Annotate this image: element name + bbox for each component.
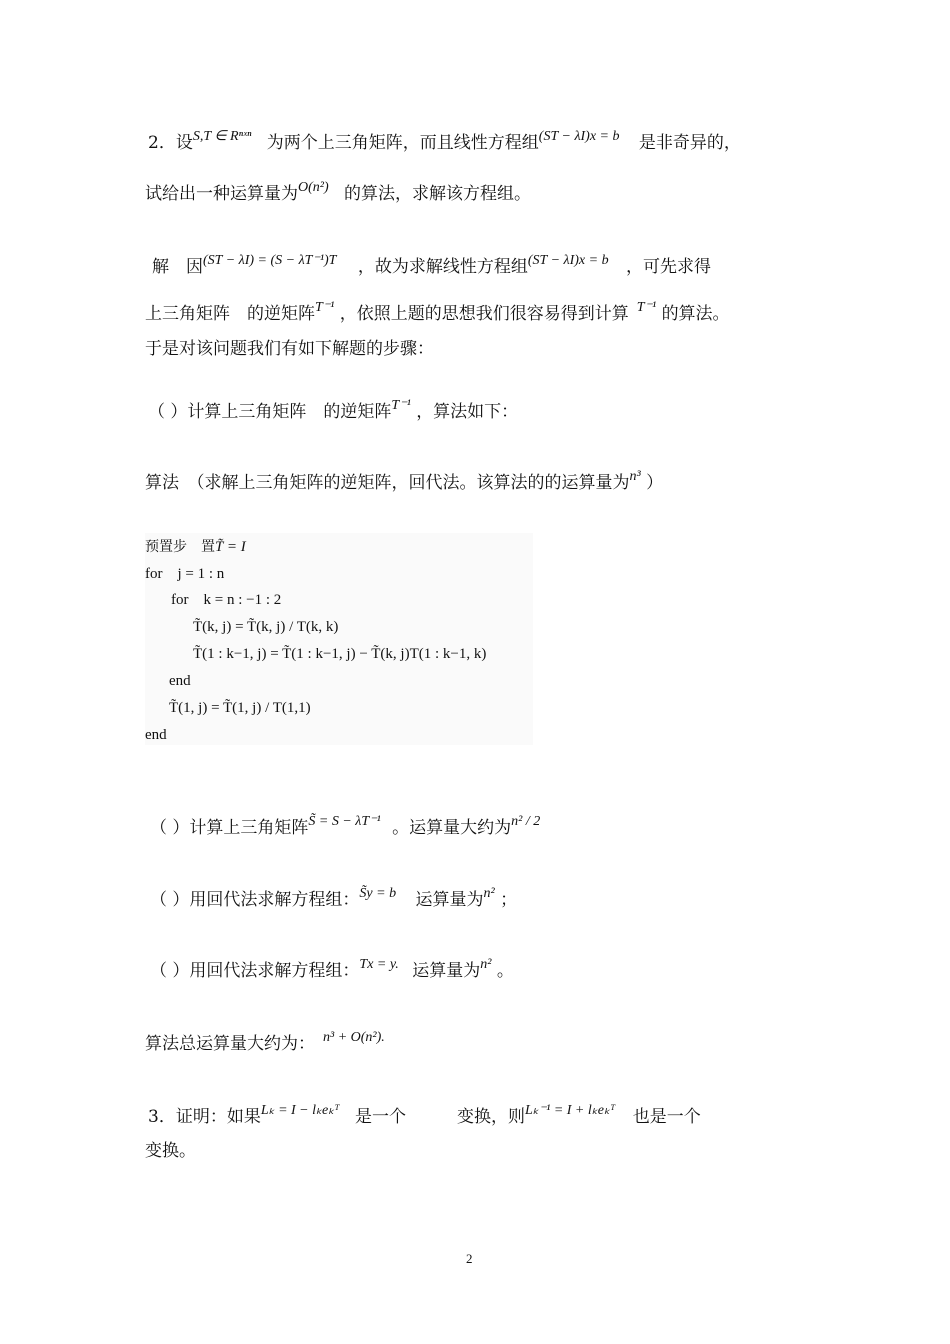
text: 也是一个 [632,1107,701,1127]
text: （ ）用回代法求解方程组： [150,961,360,981]
formula: n² [483,886,495,901]
problem2-line1 [148,129,741,156]
code-line-5: T̃(1 : k−1, j) = T̃(1 : k−1, j) − T̃(k, j)T(1 : k−1, k) [193,646,487,662]
formula: n² [480,957,492,972]
formula: Lₖ = I − lₖeₖᵀ [260,1103,340,1118]
code-line-7: T̃(1, j) = T̃(1, j) / T(1,1) [169,700,311,716]
formula: T⁻¹ [315,300,335,315]
text: ，依照上题的思想我们很容易得到计算 [339,304,629,324]
algorithm-code-block [145,533,533,745]
formula: (ST − λI) = (S − λT⁻¹)T [203,253,337,268]
problem2-line2 [145,180,532,207]
text: 3．证明：如果 [148,1107,261,1127]
code-line-8: end [145,727,167,743]
text: （ ）用回代法求解方程组： [150,890,360,910]
text: 。 [496,961,514,981]
solution-line3 [145,338,434,360]
text: ，可先求得 [626,257,711,277]
code-formula: T̃ = I [215,539,246,555]
step3-line [150,886,518,913]
problem3-line1 [148,1103,701,1130]
text: 运算量为 [415,890,484,910]
code-line-6: end [169,673,191,689]
formula: S̃y = b [359,886,397,901]
text: 的算法。 [661,304,730,324]
text: 于是对该问题我们有如下解题的步骤： [145,339,434,359]
formula: n³ [629,469,641,484]
text: （ ）计算上三角矩阵 [150,818,309,838]
formula: (ST − λI)x = b [527,253,609,268]
formula: Lₖ⁻¹ = I + lₖeₖᵀ [524,1103,616,1118]
text: 上三角矩阵 的逆矩阵 [145,304,315,324]
text: 试给出一种运算量为 [145,184,298,204]
text: 。运算量大约为 [392,818,512,838]
formula: S,T ∈ Rⁿˣⁿ [192,129,252,144]
code-line-3: for k = n : −1 : 2 [171,592,282,608]
step4-line [150,957,514,984]
text: （ ）计算上三角矩阵 的逆矩阵 [148,402,392,422]
formula: n³ + O(n²). [323,1030,385,1045]
text: 是非奇异的， [638,133,741,153]
text: 2．设 [148,133,193,153]
formula: (ST − λI)x = b [538,129,620,144]
solution-line1 [152,253,711,280]
text: 运算量为 [412,961,481,981]
formula: Tx = y. [359,957,399,972]
code-line-4: T̃(k, j) = T̃(k, j) / T(k, k) [193,619,339,635]
formula: n² / 2 [511,814,541,829]
problem3-line2 [145,1140,196,1162]
page-number: 2 [466,1251,473,1266]
code-text: 预置步 置 [145,539,215,555]
formula: T⁻¹ [391,398,411,413]
formula: O(n²) [298,180,329,195]
solution-line2 [145,300,730,327]
text: ，故为求解线性方程组 [357,257,528,277]
text: ； [500,890,518,910]
text: 变换。 [145,1141,196,1161]
text: 是一个 变换，则 [354,1107,525,1127]
formula: S̃ = S − λT⁻¹ [308,814,381,829]
step1-line [148,398,519,425]
text: 为两个上三角矩阵，而且线性方程组 [266,133,539,153]
algorithm-title [145,469,664,496]
text: 解 因 [152,257,203,277]
text: 算法总运算量大约为： [145,1034,315,1054]
step2-line [150,814,541,841]
code-line-2: for j = 1 : n [145,566,225,582]
total-cost-line [145,1030,385,1057]
text: 算法 （求解上三角矩阵的逆矩阵，回代法。该算法的的运算量为 [145,473,630,493]
text: ，算法如下： [416,402,519,422]
code-line-1 [145,537,246,557]
text: ） [646,473,664,493]
text: 的算法，求解该方程组。 [344,184,532,204]
formula: T⁻¹ [636,300,657,315]
